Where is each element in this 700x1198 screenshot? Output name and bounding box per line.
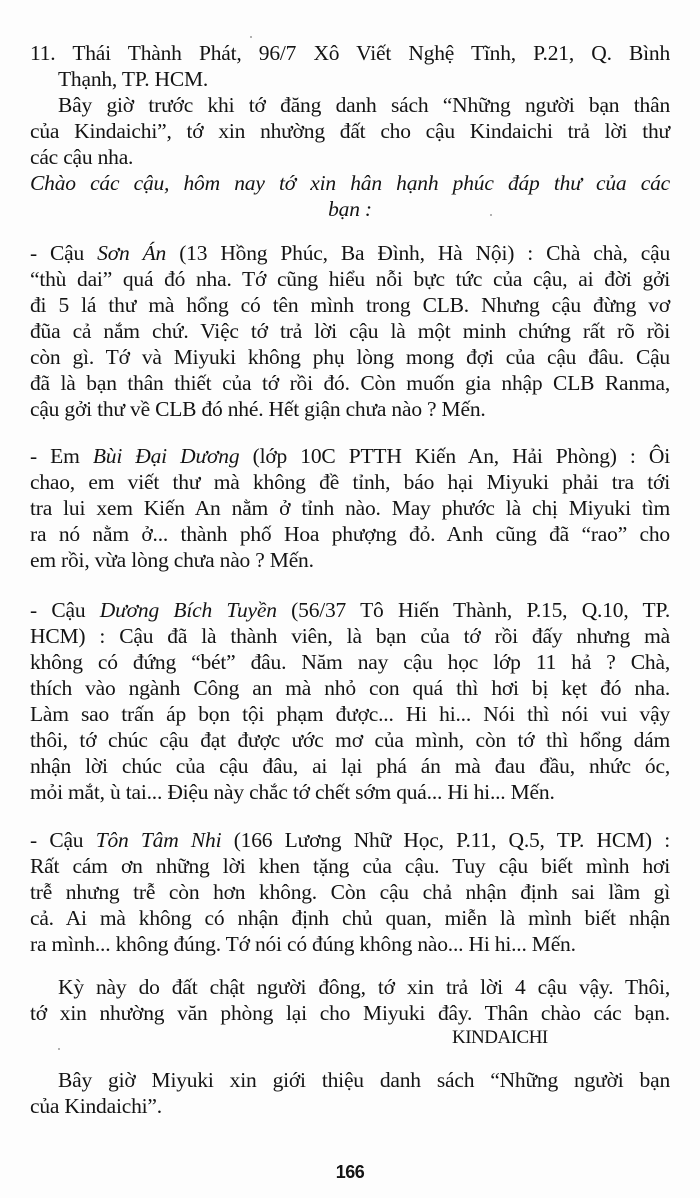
reply-3-name: Dương Bích Tuyền: [99, 598, 277, 622]
outro-line-2: của Kindaichi”.: [30, 1094, 162, 1118]
reply-1-line-1: - Cậu Sơn Án (13 Hồng Phúc, Ba Đình, Hà Nội) : Chà chà, cậu: [30, 241, 670, 265]
reply-3-line-6: thôi, tớ chúc cậu đạt được ước mơ của mình, còn tớ thì hổng dám: [30, 728, 670, 752]
reply-4-line-1: - Cậu Tôn Tâm Nhi (166 Lương Nhữ Học, P.11, Q.5, TP. HCM) :: [30, 828, 670, 852]
closing-line-1: Kỳ này do đất chật người đông, tớ xin trả lời 4 cậu vậy. Thôi,: [58, 975, 670, 999]
reply-2-line-2: chao, em viết thư mà không đề tỉnh, báo hại Miyuki phải tra tới: [30, 470, 670, 494]
reply-1-line-3: đi 5 lá thư mà hổng có tên mình trong CLB. Nhưng cậu đừng vơ: [30, 293, 670, 317]
outro-line-1: Bây giờ Miyuki xin giới thiệu danh sách “Những người bạn: [58, 1068, 670, 1092]
reply-3-line-2: HCM) : Cậu đã là thành viên, là bạn của tớ rồi đấy nhưng mà: [30, 624, 670, 648]
reply-3-line-5: Làm sao trấn áp bọn tội phạm được... Hi hi... Nói thì nói vui vậy: [30, 702, 670, 726]
intro-line-2: của Kindaichi”, tớ xin nhường đất cho cậu Kindaichi trả lời thư: [30, 119, 670, 143]
reply-4-line-2: Rất cám ơn những lời khen tặng của cậu. Tuy cậu biết mình hơi: [30, 854, 670, 878]
reply-2-line-1: - Em Bùi Đại Dương (lớp 10C PTTH Kiến An, Hải Phòng) : Ôi: [30, 444, 671, 468]
entry-11-line-2: Thạnh, TP. HCM.: [58, 67, 209, 91]
reply-2-line-3: tra lui xem Kiến An nằm ở tỉnh nào. May phước là chị Miyuki tìm: [30, 496, 670, 520]
reply-3-line-3: không có đứng “bét” đâu. Năm nay cậu học lớp 11 hả ? Chà,: [30, 650, 670, 674]
intro-line-3: các cậu nha.: [30, 145, 134, 169]
reply-3-line-1: - Cậu Dương Bích Tuyền (56/37 Tô Hiến Thành, P.15, Q.10, TP.: [30, 598, 670, 622]
intro-line-1: Bây giờ trước khi tớ đăng danh sách “Những người bạn thân: [58, 93, 670, 117]
reply-3-line-4: thích vào ngành Công an mà nhỏ con quá thì hơi bị kẹt đó nha.: [30, 676, 670, 700]
reply-3-line-7: nhận lời chúc của cậu đâu, ai lại phá án mà đau đầu, nhức óc,: [30, 754, 670, 778]
page-number: 166: [335, 1162, 365, 1182]
reply-4-line-4: cả. Ai mà không có nhận định chủ quan, miễn là mình biết nhận: [30, 906, 670, 930]
reply-1-line-6: đã là bạn thân thiết của tớ rồi đó. Còn muốn gia nhập CLB Ranma,: [30, 371, 670, 395]
reply-2-line-4: ra nó nằm ở... thành phố Hoa phượng đỏ. Anh cũng đã “rao” cho: [30, 522, 670, 546]
reply-1-line-4: đũa cả nắm chứ. Việc tớ trả lời cậu là một minh chứng rất rõ rồi: [30, 319, 670, 343]
scan-speck: [250, 36, 252, 38]
reply-4-line-5: ra mình... không đúng. Tớ nói có đúng không nào... Hi hi... Mến.: [30, 932, 576, 956]
greeting-line-2: bạn :: [328, 197, 372, 221]
scan-speck: [58, 1048, 60, 1050]
scan-speck: [490, 214, 492, 216]
reply-4-line-3: trễ nhưng trễ còn hơn không. Còn cậu chả nhận định sai lầm gì: [30, 880, 670, 904]
closing-line-2: tớ xin nhường văn phòng lại cho Miyuki đây. Thân chào các bạn.: [30, 1001, 670, 1025]
reply-4-name: Tôn Tâm Nhi: [95, 828, 222, 852]
reply-3-line-8: mỏi mắt, ù tai... Điệu này chắc tớ chết sớm quá... Hi hi... Mến.: [30, 780, 555, 804]
signature: KINDAICHI: [452, 1027, 548, 1048]
reply-1-line-2: “thù dai” quá đó nha. Tớ cũng hiểu nỗi bực tức của cậu, ai đời gởi: [30, 267, 670, 291]
reply-1-name: Sơn Án: [97, 241, 167, 265]
reply-1-line-7: cậu gởi thư về CLB đó nhé. Hết giận chưa nào ? Mến.: [30, 397, 486, 421]
reply-1-line-5: còn gì. Tớ và Miyuki không phụ lòng mong đợi của cậu đâu. Cậu: [30, 345, 670, 369]
reply-2-name: Bùi Đại Dương: [92, 444, 240, 468]
reply-2-line-5: em rồi, vừa lòng chưa nào ? Mến.: [30, 548, 314, 572]
entry-11-line-1: 11. Thái Thành Phát, 96/7 Xô Viết Nghệ Tĩnh, P.21, Q. Bình: [30, 41, 670, 65]
greeting-line-1: Chào các cậu, hôm nay tớ xin hân hạnh phúc đáp thư của các: [30, 171, 670, 195]
